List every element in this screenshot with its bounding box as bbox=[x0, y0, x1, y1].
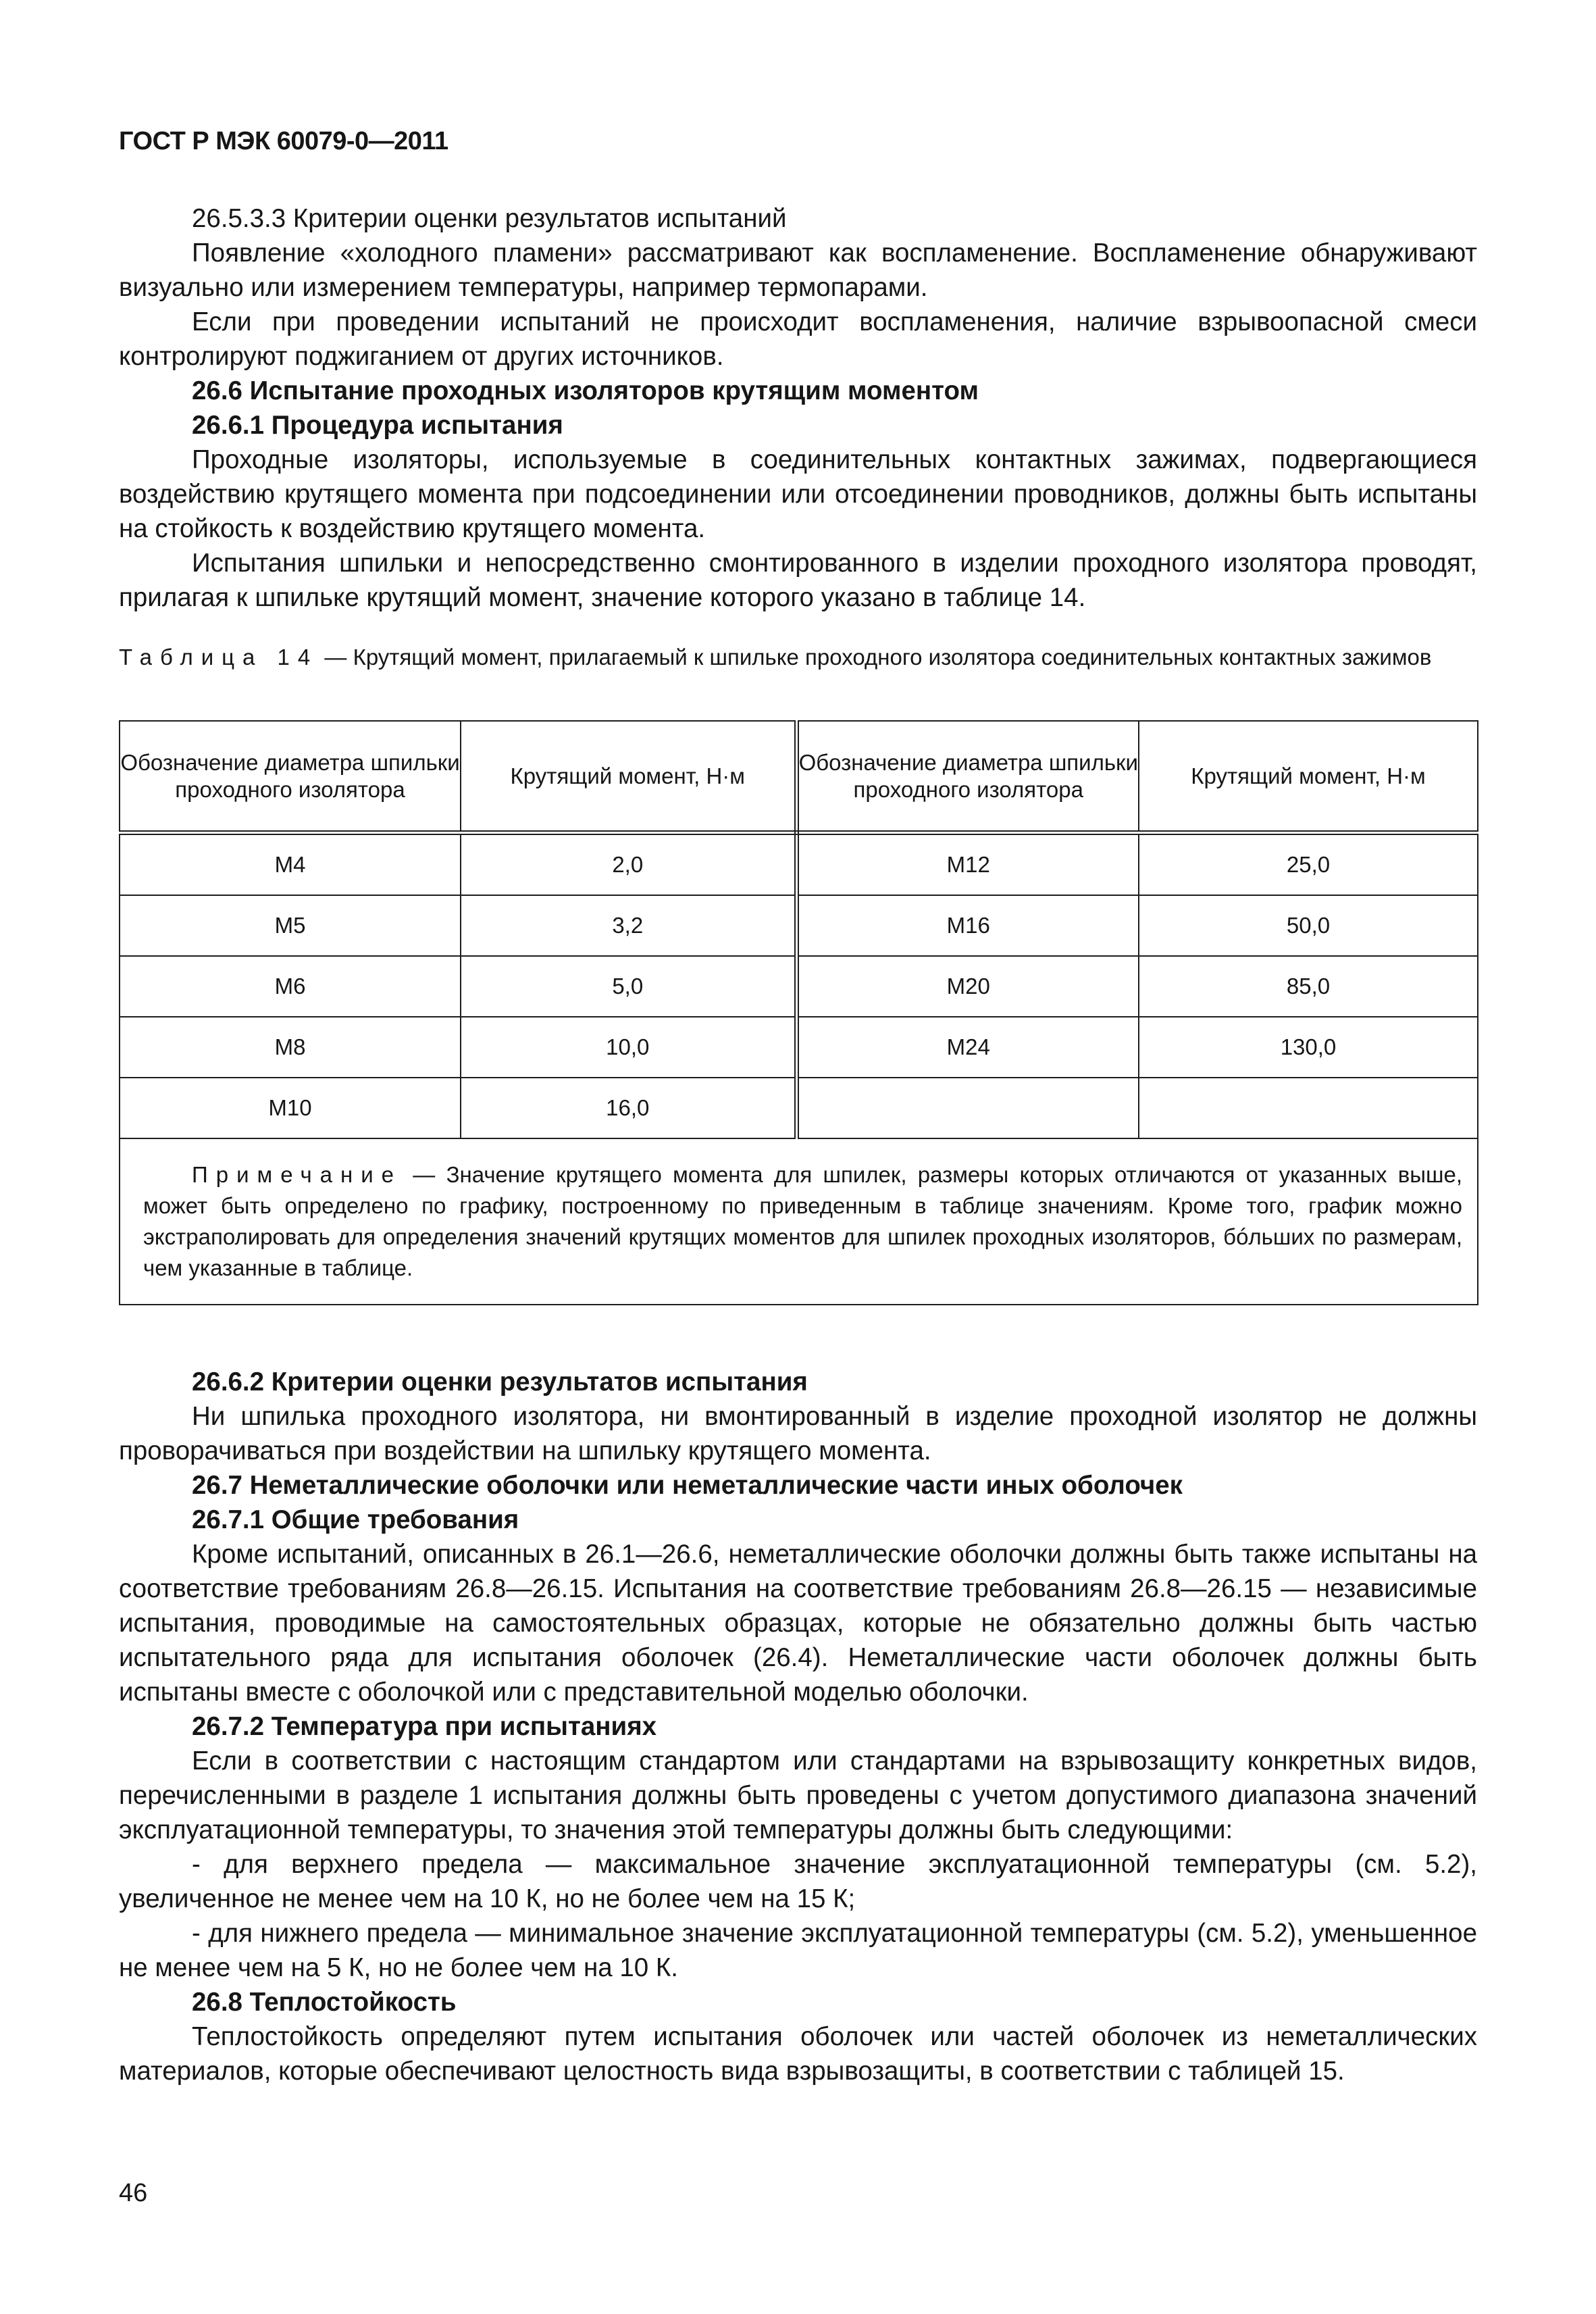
table-cell: 2,0 bbox=[461, 833, 796, 896]
table-cell: M8 bbox=[120, 1017, 461, 1078]
table-cell: 16,0 bbox=[461, 1078, 796, 1138]
table-cell: M4 bbox=[120, 833, 461, 896]
table-cell: 5,0 bbox=[461, 956, 796, 1017]
table-cell: 50,0 bbox=[1139, 895, 1478, 956]
paragraph: Проходные изоляторы, используемые в соединительных контактных зажимах, подвергающиеся воздействию крутящего момента при подсоединении или отсоединении проводников, должны быть испытаны на стойкость к воздействию крутящего момента. bbox=[119, 445, 1477, 543]
section-heading: 26.6.2 Критерии оценки результатов испытания bbox=[192, 1367, 808, 1397]
list-item: - для верхнего предела — максимальное значение эксплуатационной температуры (см. 5.2), увеличенное не менее чем на 10 К, но не более чем на 15 К; bbox=[119, 1850, 1477, 1913]
torque-table bbox=[119, 720, 1478, 1305]
table-caption-text: — Крутящий момент, прилагаемый к шпильке проходного изолятора соединительных контактных зажимов bbox=[318, 645, 1432, 670]
table-cell: 10,0 bbox=[461, 1017, 796, 1078]
column-header: Крутящий момент, Н·м bbox=[461, 721, 796, 833]
paragraph: Появление «холодного пламени» рассматривают как воспламенение. Воспламенение обнаруживают визуально или измерением температуры, например термопарами. bbox=[119, 238, 1477, 302]
table-row bbox=[120, 895, 1478, 956]
table-cell: M24 bbox=[796, 1017, 1139, 1078]
table-cell bbox=[1139, 1078, 1478, 1138]
paragraph: Кроме испытаний, описанных в 26.1—26.6, неметаллические оболочки должны быть также испытаны на соответствие требованиям 26.8—26.15. Испытания на соответствие требованиям 26.8—26.15 — независимые испытания, проводимые на самостоятельных образцах, которые не обязательно должны быть частью испытательного ряда для испытания оболочек (26.4). Неметаллические части оболочек должны быть испытаны вместе с оболочкой или с представительной моделью оболочки. bbox=[119, 1540, 1477, 1707]
column-header: Обозначение диаметра шпильки проходного изолятора bbox=[120, 721, 461, 833]
section-heading: 26.7 Неметаллические оболочки или неметаллические части иных оболочек bbox=[192, 1471, 1183, 1500]
table-note bbox=[120, 1138, 1478, 1305]
table-cell: 85,0 bbox=[1139, 956, 1478, 1017]
table-row bbox=[120, 1078, 1478, 1138]
column-header: Крутящий момент, Н·м bbox=[1139, 721, 1478, 833]
bottom-text-block bbox=[119, 1365, 1477, 2088]
table-row bbox=[120, 956, 1478, 1017]
column-header: Обозначение диаметра шпильки проходного изолятора bbox=[796, 721, 1139, 833]
list-item: - для нижнего предела — минимальное значение эксплуатационной температуры (см. 5.2), уменьшенное не менее чем на 5 К, но не более чем на 10 К. bbox=[119, 1919, 1477, 1982]
paragraph: Ни шпилька проходного изолятора, ни вмонтированный в изделие проходной изолятор не должны проворачиваться при воздействии на шпильку крутящего момента. bbox=[119, 1402, 1477, 1465]
table-cell: M20 bbox=[796, 956, 1139, 1017]
top-text-block bbox=[119, 201, 1477, 615]
table-cell: M10 bbox=[120, 1078, 461, 1138]
table-cell: M5 bbox=[120, 895, 461, 956]
section-heading: 26.6 Испытание проходных изоляторов крутящим моментом bbox=[192, 376, 979, 405]
paragraph: 26.5.3.3 Критерии оценки результатов испытаний bbox=[192, 204, 787, 233]
table-note-row bbox=[120, 1138, 1478, 1305]
paragraph: Теплостойкость определяют путем испытания оболочек или частей оболочек из неметаллических материалов, которые обеспечивают целостность вида взрывозащиты, в соответствии с таблицей 15. bbox=[119, 2022, 1477, 2086]
table-note-text: — Значение крутящего момента для шпилек, размеры которых отличаются от указанных выше, может быть определено по графику, построенному по приведенным в таблице значениям. Кроме того, график можно экстраполировать для определения значений крутящих моментов для шпилек проходных изоляторов, бóльших по размерам, чем указанные в таблице. bbox=[143, 1162, 1462, 1280]
table-cell bbox=[796, 1078, 1139, 1138]
section-heading: 26.8 Теплостойкость bbox=[192, 1988, 457, 2017]
paragraph: Если в соответствии с настоящим стандартом или стандартами на взрывозащиту конкретных видов, перечисленными в разделе 1 испытания должны быть проведены с учетом допустимого диапазона значений эксплуатационной температуры, то значения этой температуры должны быть следующими: bbox=[119, 1746, 1477, 1844]
table-row bbox=[120, 833, 1478, 896]
table-caption-tag: Таблица 14 bbox=[119, 645, 319, 670]
paragraph: Если при проведении испытаний не происходит воспламенения, наличие взрывоопасной смеси контролируют поджиганием от других источников. bbox=[119, 307, 1477, 371]
section-heading: 26.6.1 Процедура испытания bbox=[192, 411, 563, 440]
table-cell: 3,2 bbox=[461, 895, 796, 956]
table-cell: 25,0 bbox=[1139, 833, 1478, 896]
table-caption bbox=[119, 643, 1477, 672]
document-header: ГОСТ Р МЭК 60079-0—2011 bbox=[119, 127, 448, 155]
table-cell: M6 bbox=[120, 956, 461, 1017]
table-row bbox=[120, 1017, 1478, 1078]
section-heading: 26.7.1 Общие требования bbox=[192, 1505, 519, 1534]
section-heading: 26.7.2 Температура при испытаниях bbox=[192, 1712, 657, 1741]
table-note-tag: Примечание bbox=[192, 1162, 403, 1187]
table-header-row bbox=[120, 721, 1478, 833]
table-cell: M16 bbox=[796, 895, 1139, 956]
page-number: 46 bbox=[119, 2179, 148, 2207]
paragraph: Испытания шпильки и непосредственно смонтированного в изделии проходного изолятора проводят, прилагая к шпильке крутящий момент, значение которого указано в таблице 14. bbox=[119, 549, 1477, 612]
table-cell: M12 bbox=[796, 833, 1139, 896]
table-cell: 130,0 bbox=[1139, 1017, 1478, 1078]
